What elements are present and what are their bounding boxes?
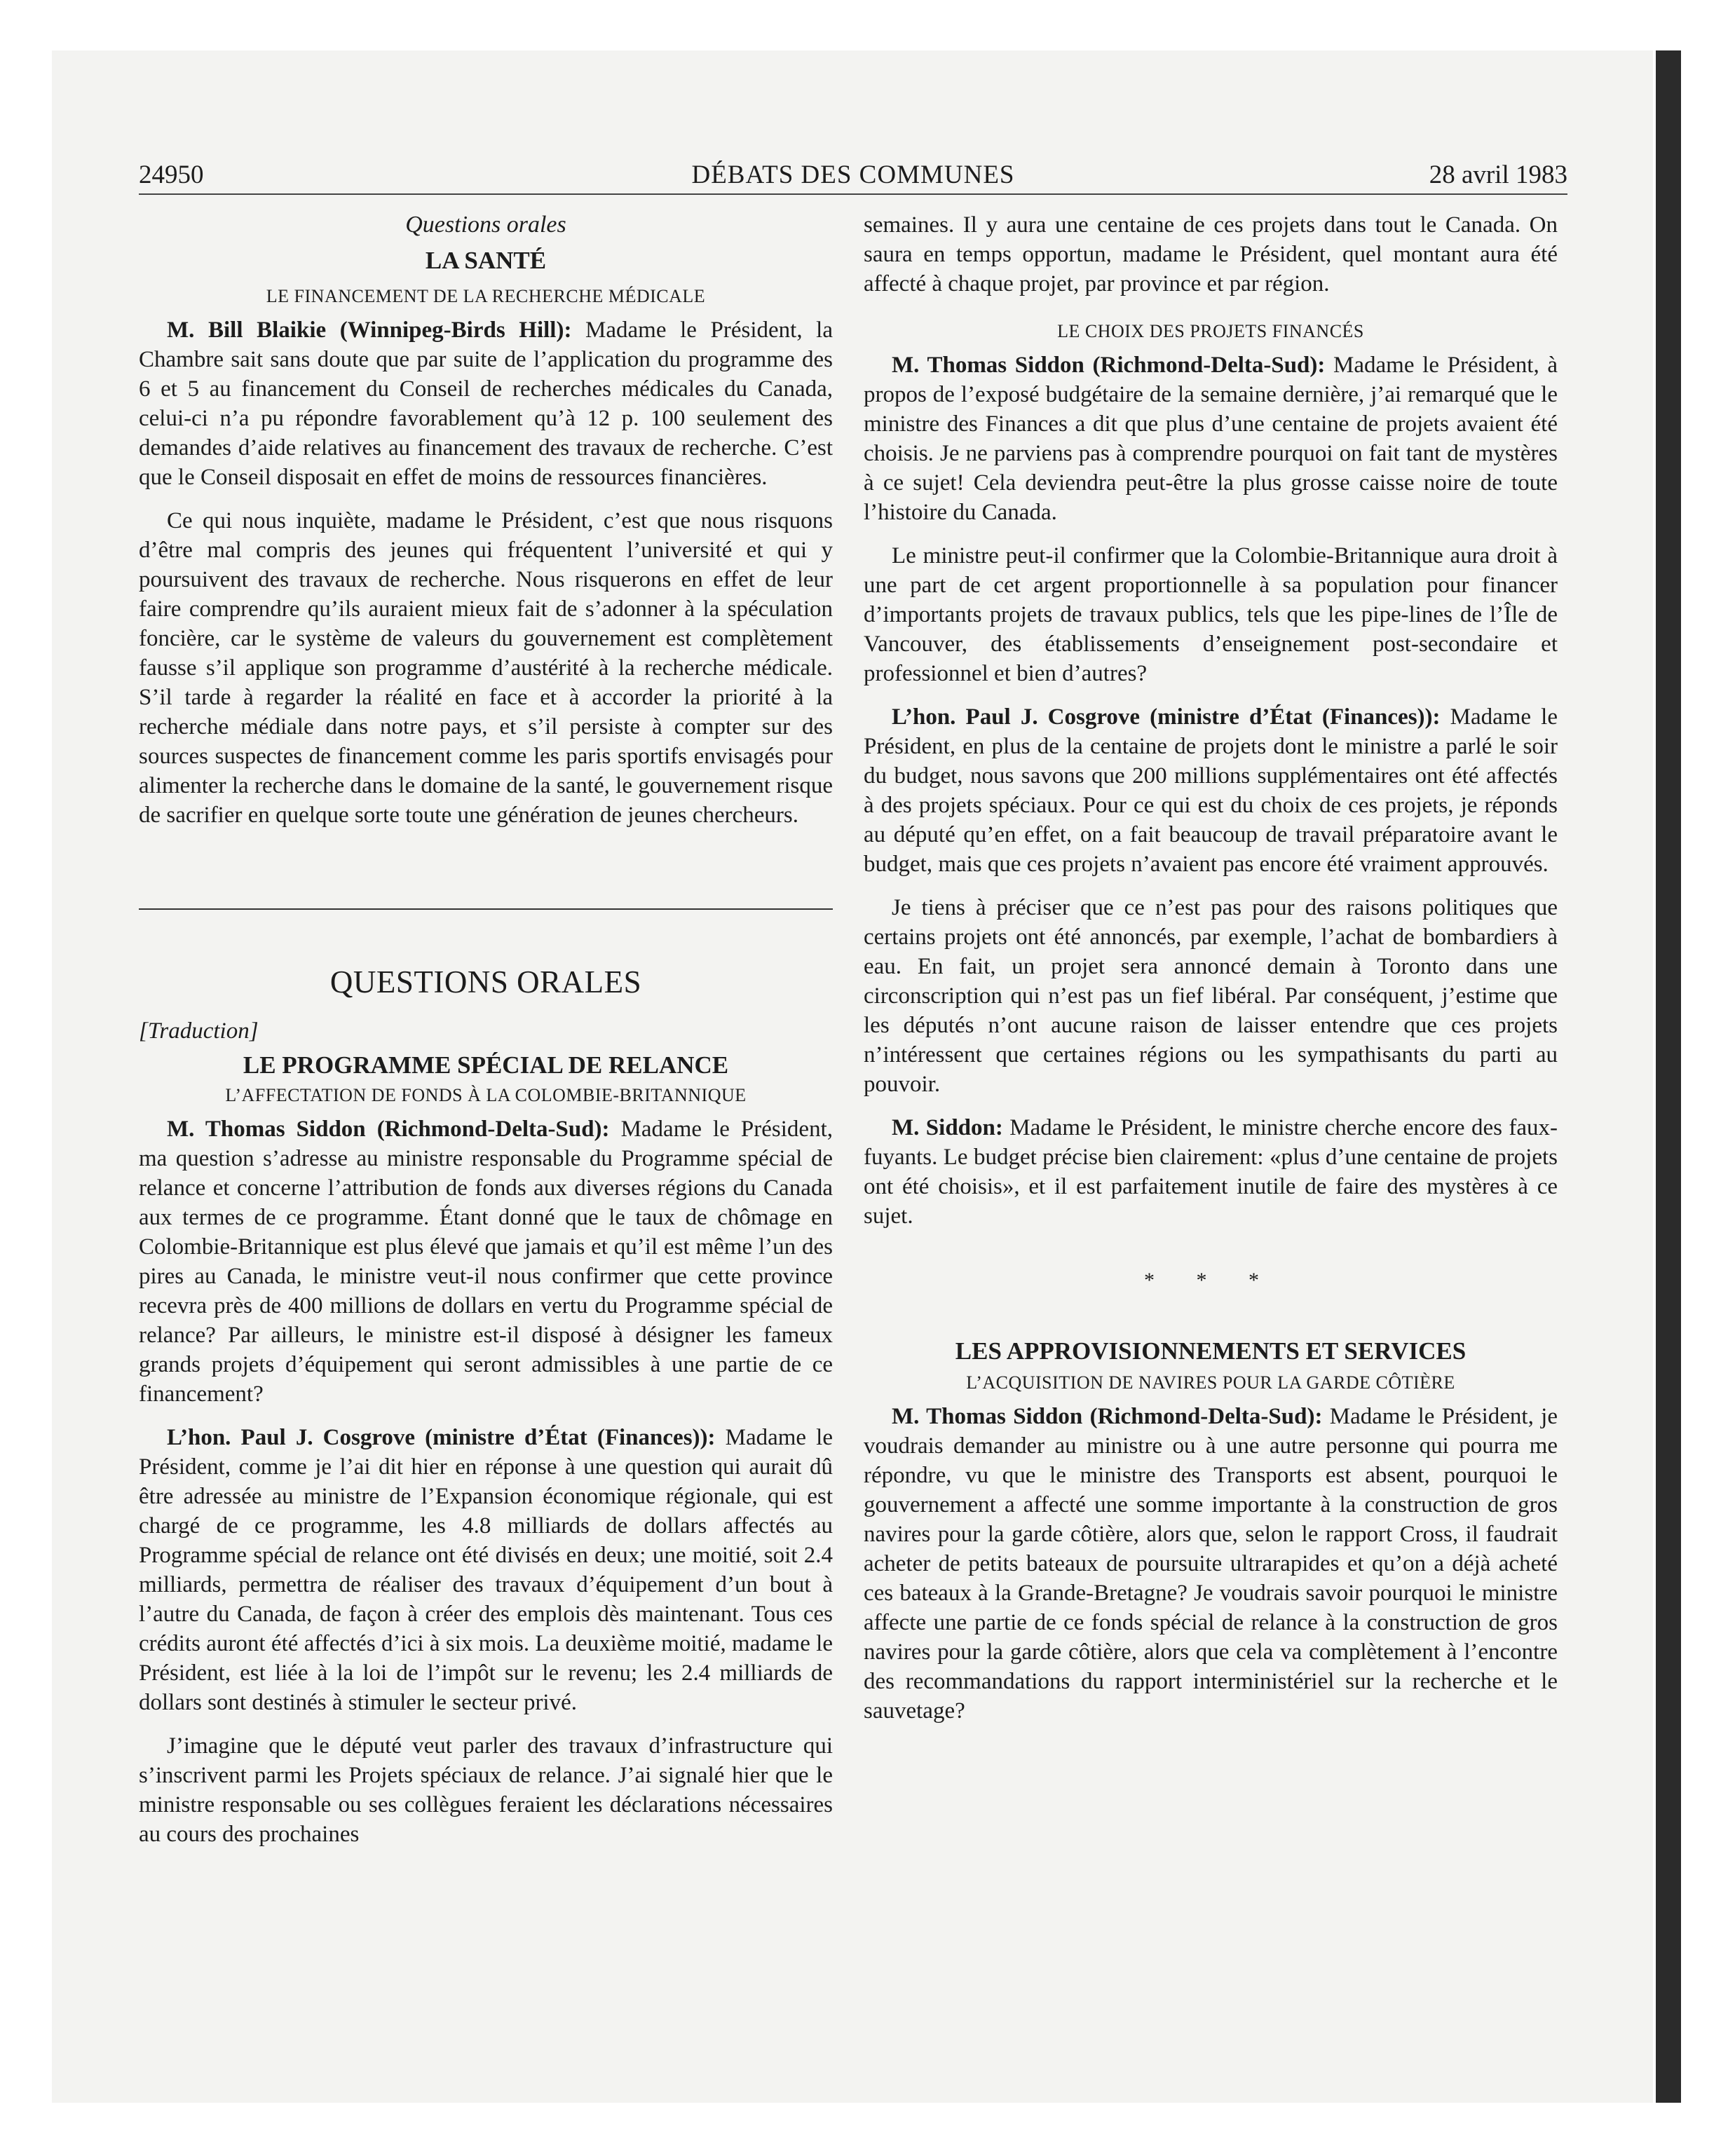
paragraph-text: Madame le Président, comme je l’ai dit hier en réponse à une question qui aurait dû être adressée au ministre de l’Expansion économique régionale, qui est chargé de ce programme, les 4.8 milliards de dollars affectés au Programme spécial de relance ont été divisés en deux; une moitié, soit 2.4 milliards, permettra de réaliser des travaux d’équipement d’un bout à l’autre du Canada, de façon à créer des emplois dès maintenant. Tous ces crédits auront été affectés d’ici à six mois. La deuxième moitié, madame le Président, est liée à la loi de l’impôt sur le revenu; les 2.4 milliards de dollars sont destinés à stimuler le secteur privé. [139,1425,833,1715]
speaker-name: M. Siddon: [892,1115,1003,1140]
paragraph-text: Madame le Président, je voudrais demander au ministre ou à une autre personne qui pourra me répondre, vu que le ministre des Transports est absent, pourquoi le gouvernement a affecté une somme importante à la construction de gros navires pour la garde côtière, alors que, selon le rapport Cross, il faudrait acheter de petits bateaux de poursuite ultrarapides et qu’on a déjà acheté ces bateaux à la Grande-Bretagne? Je voudrais savoir pourquoi le ministre affecte une partie de ce fonds spécial de relance à la construction de gros navires pour la garde côtière, alors que cela va complètement à l’encontre des recommandations du rapport interministériel sur la recherche et le sauvetage? [864,1404,1558,1724]
speaker-name: L’hon. Paul J. Cosgrove (ministre d’État (Finances)): [892,704,1441,730]
translation-note: [Traduction] [139,1018,259,1044]
speaker-name: M. Thomas Siddon (Richmond-Delta-Sud): [167,1117,610,1142]
paragraph-text: Madame le Président, à propos de l’exposé budgétaire de la semaine dernière, j’ai remarqué que le ministre des Finances a dit que plus d’une centaine de projets avaient été choisis. Je ne parviens pas à comprendre pourquoi on fait tant de mystères à ce sujet! Cela deviendra peut-être la plus grosse caisse noire de toute l’histoire du Canada. [864,353,1558,525]
speaker-name: M. Thomas Siddon (Richmond-Delta-Sud): [892,353,1326,378]
section-divider [139,908,833,910]
paragraph-text: Madame le Président, le ministre cherche encore des faux-fuyants. Le budget précise bien clairement: «plus d’une centaine de projets ont été choisis», et il est parfaitement inutile de faire des mystères à ce sujet. [864,1115,1558,1229]
heading-sante: LA SANTÉ [425,247,547,274]
paragraph-blaikie [139,315,833,492]
scan-edge-shadow [1656,50,1681,2103]
paragraph: Je tiens à préciser que ce n’est pas pour des raisons politiques que certains projets ont été annoncés, par exemple, l’achat de bombardiers à eau. En fait, un projet sera annoncé demain à Toronto dans une circonscription qui n’est pas un fief libéral. Par conséquent, j’estime que les députés n’ont aucune raison de laisser entendre que ces projets n’intéressent que certaines régions ou les sympathisants du parti au pouvoir. [864,895,1558,1097]
speaker-name: L’hon. Paul J. Cosgrove (ministre d’État (Finances)): [167,1425,716,1450]
page-header [139,160,1567,195]
left-column [139,210,833,1849]
publication-date: 28 avril 1983 [1429,161,1567,189]
paragraph-continued: semaines. Il y aura une centaine de ces projets dans tout le Canada. On saura en temps opportun, madame le Président, quel montant aura été affecté à chaque projet, par province et par région. [864,212,1558,296]
paragraph-siddon [864,350,1558,527]
right-column [864,210,1558,1726]
publication-title: DÉBATS DES COMMUNES [691,161,1015,189]
subheading-choix-projets: LE CHOIX DES PROJETS FINANCÉS [1057,321,1364,341]
paragraph-cosgrove [139,1423,833,1717]
subheading-colombie-britannique: L’AFFECTATION DE FONDS À LA COLOMBIE-BRITANNIQUE [225,1085,747,1105]
section-label: Questions orales [405,212,566,238]
paragraph-text: Madame le Président, en plus de la centaine de projets dont le ministre a parlé le soir du budget, nous savons que 200 millions supplémentaires ont été affectés à des projets spéciaux. Pour ce qui est du choix de ces projets, je réponds au député qu’en effet, on a fait beaucoup de travail préparatoire avant le budget, mais que ces projets n’avaient pas encore été vraiment approuvés. [864,704,1558,877]
speaker-name: M. Bill Blaikie (Winnipeg-Birds Hill): [167,318,572,343]
paragraph: Le ministre peut-il confirmer que la Colombie-Britannique aura droit à une part de cet argent proportionnelle à sa population pour financer d’importants projets de travaux publics, tels que les pipe-lines de l’Île de Vancouver, des établissements d’enseignement post-secondaire et professionnel et bien d’autres? [864,543,1558,686]
paragraph: Ce qui nous inquiète, madame le Président, c’est que nous risquons d’être mal compris des jeunes qui fréquentent l’université et qui y poursuivent des travaux de recherche. Nous risquerons en effet de leur faire comprendre qu’ils auraient mieux fait de s’adonner à la spéculation foncière, car le système de valeurs du gouvernement est complètement fausse s’il applique son programme d’austérité à la recherche médicale. S’il tarde à regarder la réalité en face et à accorder la priorité à la recherche médiale dans notre pays, et s’il persiste à compter sur des sources suspectes de financement comme les paris sportifs envisagés pour alimenter la recherche dans le domaine de la santé, le gouvernement risque de sacrifier en quelque sorte toute une génération de jeunes chercheurs. [139,508,833,828]
page-number: 24950 [139,161,204,189]
paragraph-siddon [864,1402,1558,1726]
paragraph-cosgrove [864,702,1558,879]
paragraph-siddon [139,1114,833,1409]
subheading-recherche-medicale: LE FINANCEMENT DE LA RECHERCHE MÉDICALE [266,286,706,306]
speaker-name: M. Thomas Siddon (Richmond-Delta-Sud): [892,1404,1323,1429]
heading-approvisionnements: LES APPROVISIONNEMENTS ET SERVICES [955,1337,1467,1365]
section-separator-stars: * * * [1144,1269,1277,1292]
heading-programme-relance: LE PROGRAMME SPÉCIAL DE RELANCE [243,1051,729,1079]
paragraph-text: Madame le Président, ma question s’adresse au ministre responsable du Programme spécial de relance et concerne l’attribution de fonds aux diverses régions du Canada aux termes de ce programme. Étant donné que le taux de chômage en Colombie-Britannique est plus élevé que jamais et qu’il est même l’un des pires au Canada, le ministre veut-il nous confirmer que cette province recevra près de 400 millions de dollars en vertu du Programme spécial de relance? Par ailleurs, le ministre est-il disposé à désigner les fameux grands projets d’équipement qui seront admissibles à une partie de ce financement? [139,1117,833,1407]
paragraph: J’imagine que le député veut parler des travaux d’infrastructure qui s’inscrivent parmi les Projets spéciaux de relance. J’ai signalé hier que le ministre responsable ou ses collègues feraient les déclarations nécessaires au cours des prochaines [139,1733,833,1847]
paragraph-siddon-reply [864,1113,1558,1231]
paragraph-text: Madame le Président, la Chambre sait sans doute que par suite de l’application du programme des 6 et 5 au financement du Conseil de recherches médicales du Canada, celui-ci n’a pu répondre favorablement qu’à 12 p. 100 seulement des demandes d’aide relatives au financement des travaux de recherche. C’est que le Conseil disposait en effet de moins de ressources financières. [139,318,833,490]
section-title-questions-orales: QUESTIONS ORALES [329,964,642,999]
subheading-garde-cotiere: L’ACQUISITION DE NAVIRES POUR LA GARDE CÔTIÈRE [966,1372,1455,1393]
